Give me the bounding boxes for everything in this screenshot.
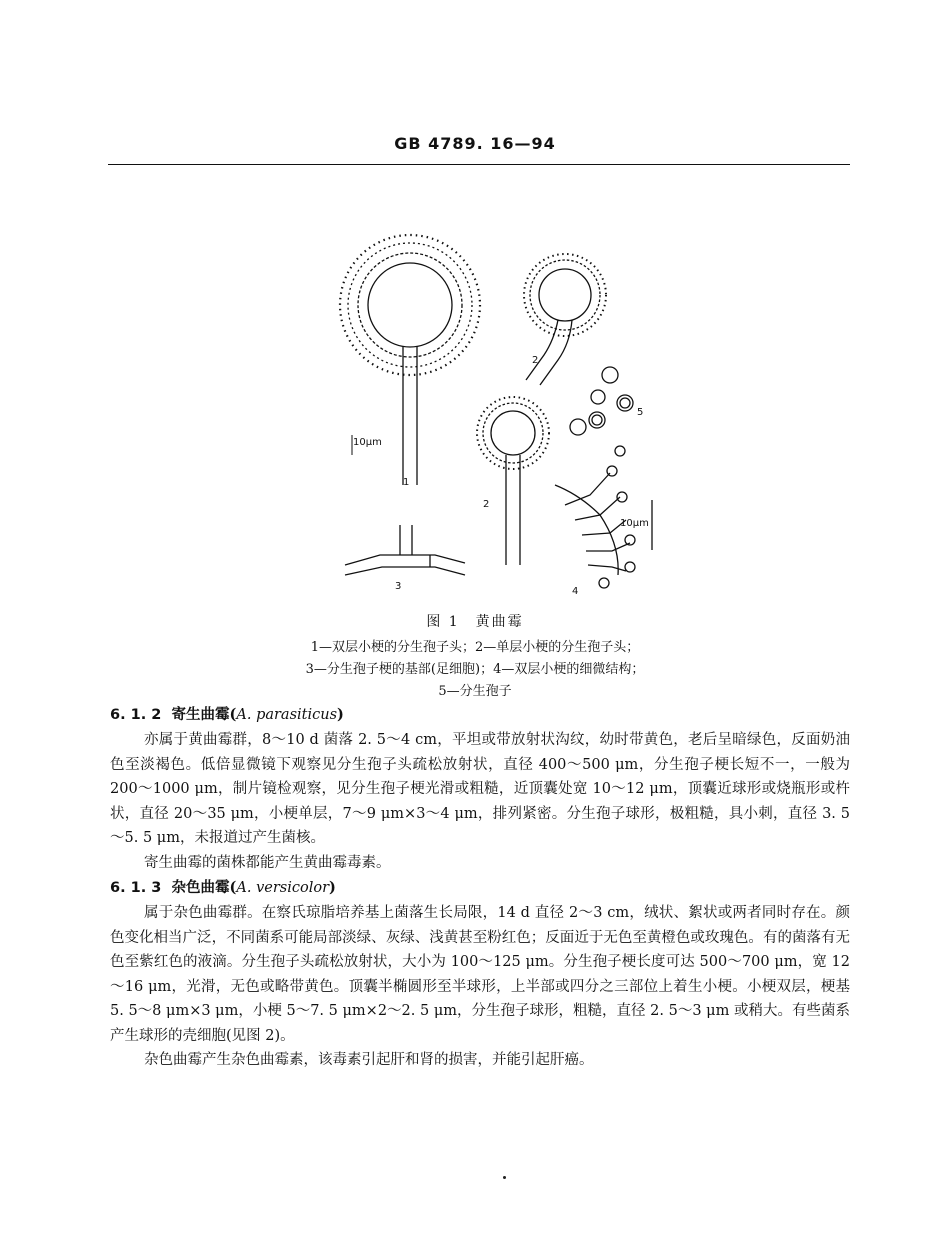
section-latin-name: A. parasiticus — [236, 707, 338, 723]
page-dot — [503, 1176, 506, 1179]
figure-label-3: 3 — [395, 581, 402, 592]
section-number: 6. 1. 2 — [110, 707, 162, 723]
section-paragraph: 杂色曲霉产生杂色曲霉素，该毒素引起肝和肾的损害，并能引起肝癌。 — [144, 1052, 594, 1068]
figure-caption-line: 3—分生孢子梗的基部(足细胞)；4—双层小梗的细微结构； — [305, 662, 645, 677]
section-title-close: ) — [329, 879, 336, 896]
figure-caption-line: 1—双层小梗的分生孢子头；2—单层小梗的分生孢子头； — [310, 640, 640, 655]
conidial-head-2b — [477, 397, 549, 565]
page-header-code: GB 4789. 16—94 — [394, 134, 556, 153]
figure-label-5: 5 — [637, 407, 644, 418]
section-heading-6-1-3 — [110, 876, 336, 897]
figure-label-4: 4 — [572, 586, 579, 597]
scale-bar-label-1: 10μm — [353, 437, 382, 448]
section-paragraph: 亦属于黄曲霉群，8～10 d 菌落 2. 5～4 cm，平坦或带放射状沟纹，幼时带黄色，老后呈暗绿色，反面奶油色至淡褐色。低倍显微镜下观察见分生孢子头疏松放射状，直径 400～500 μm，分生孢子梗长短不一，一般为 200～1000 μm，制片镜检观察，见分生孢子梗光滑或粗糙，近顶囊处宽 10～12 μm，顶囊近球形或烧瓶形或杵状，直径 20～35 μm，小梗单层，7～9 μm×3～4 μm，排列紧密。分生孢子球形，极粗糙，具小刺，直径 3. 5～5. 5 μm，未报道过产生菌核。 — [110, 732, 850, 846]
conidia — [570, 367, 633, 435]
section-paragraph: 寄生曲霉的菌株都能产生黄曲霉毒素。 — [144, 855, 391, 871]
figure-aspergillus-flavus — [300, 215, 680, 605]
figure-caption-title: 图 1 黄曲霉 — [426, 614, 524, 630]
foot-cell — [345, 525, 465, 575]
section-latin-name: A. versicolor — [236, 880, 329, 896]
figure-label-1: 1 — [403, 477, 410, 488]
figure-label-2b: 2 — [483, 499, 490, 510]
figure-label-2a: 2 — [532, 355, 539, 366]
section-number: 6. 1. 3 — [110, 880, 162, 896]
section-title-close: ) — [337, 706, 344, 723]
figure-drawing — [300, 215, 680, 605]
section-title: 寄生曲霉( — [171, 706, 237, 723]
fine-structure — [555, 446, 652, 588]
section-title: 杂色曲霉( — [171, 879, 237, 896]
section-paragraph: 属于杂色曲霉群。在察氏琼脂培养基上菌落生长局限，14 d 直径 2～3 cm，绒状、絮状或两者同时存在。颜色变化相当广泛，不同菌系可能局部淡绿、灰绿、浅黄甚至粉红色；反面近于无色至黄橙色或玫瑰色。有的菌落有无色至紫红色的液滴。分生孢子头疏松放射状，大小为 100～125 μm。分生孢子梗长度可达 500～700 μm，宽 12～16 μm，光滑，无色或略带黄色。顶囊半椭圆形至半球形，上半部或四分之三部位上着生小梗。小梗双层，梗基 5. 5～8 μm×3 μm，小梗 5～7. 5 μm×2～2. 5 μm，分生孢子球形，粗糙，直径 2. 5～3 μm 或稍大。有些菌系产生球形的壳细胞(见图 2)。 — [110, 905, 850, 1044]
header-rule — [108, 164, 850, 165]
section-heading-6-1-2 — [110, 703, 344, 724]
scale-bar-label-2: 10μm — [620, 518, 649, 529]
figure-caption-line: 5—分生孢子 — [438, 684, 512, 699]
